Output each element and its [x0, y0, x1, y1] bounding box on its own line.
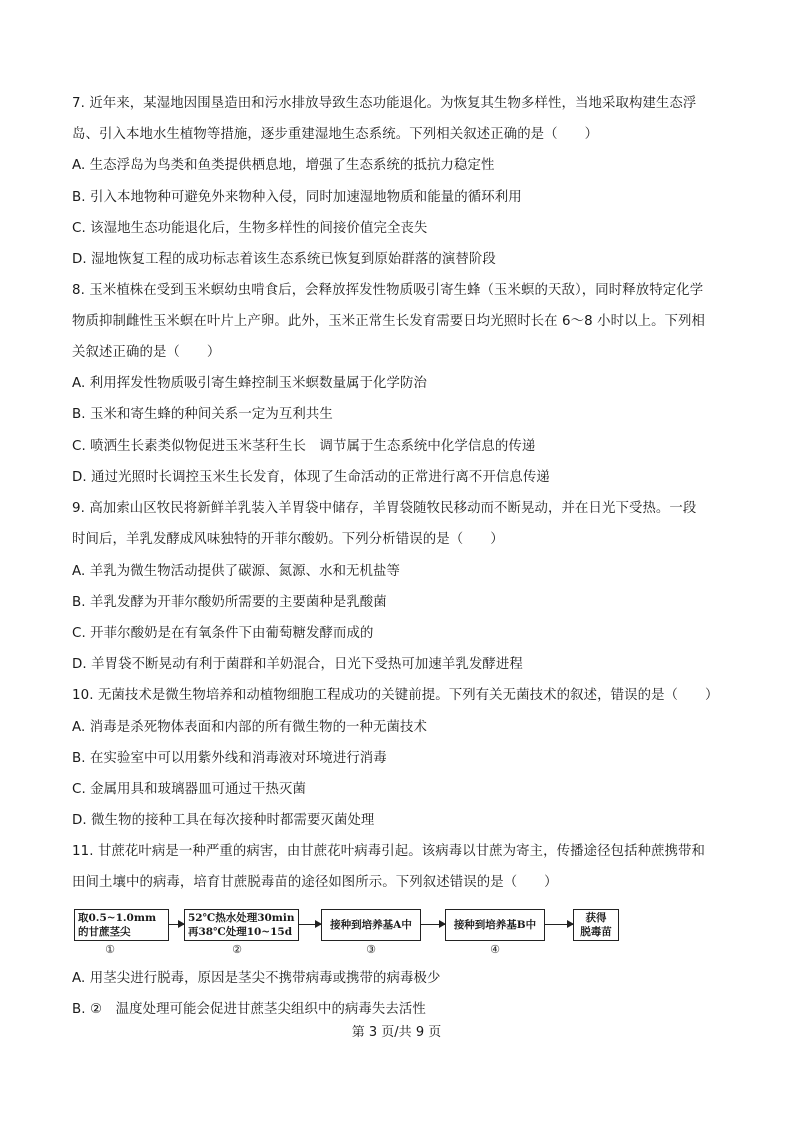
flow-step3-label: 接种到培养基A中 — [330, 919, 412, 931]
q10-option-a: A. 消毒是杀死物体表面和内部的所有微生物的一种无菌技术 — [72, 720, 428, 735]
flow-step5-line2: 脱毒苗 — [580, 926, 612, 938]
flow-step2-line1: 52℃热水处理30min — [188, 912, 295, 924]
flow-step4-box — [445, 909, 545, 941]
q7-stem-line2: 岛、引入本地水生植物等措施，逐步重建湿地生态系统。下列相关叙述正确的是（ ） — [72, 127, 599, 142]
q10-option-d: D. 微生物的接种工具在每次接种时都需要灭菌处理 — [72, 813, 375, 828]
q10-option-c: C. 金属用具和玻璃器皿可通过干热灭菌 — [72, 782, 307, 797]
flow-step5-line1: 获得 — [585, 912, 607, 924]
flow-arrow-2 — [299, 924, 321, 925]
flow-arrow-3 — [421, 924, 445, 925]
page-footer: 第 3 页/共 9 页 — [351, 1025, 442, 1040]
flow-arrow-4 — [545, 924, 573, 925]
flow-step3-box — [321, 909, 421, 941]
q9-option-a: A. 羊乳为微生物活动提供了碳源、氮源、水和无机盐等 — [72, 564, 401, 579]
flow-arrow-1 — [169, 924, 184, 925]
q7-stem-line1: 7. 近年来，某湿地因围垦造田和污水排放导致生态功能退化。为恢复其生物多样性，当地采取构建生态浮 — [72, 96, 697, 111]
flow-number-1: ① — [105, 943, 115, 956]
q9-stem-line1: 9. 高加索山区牧民将新鲜羊乳装入羊胃袋中储存，羊胃袋随牧民移动而不断晃动，并在日光下受热。一段 — [72, 501, 697, 516]
q11-option-a: A. 用茎尖进行脱毒，原因是茎尖不携带病毒或携带的病毒极少 — [72, 971, 441, 986]
q9-stem-line2: 时间后，羊乳发酵成风味独特的开菲尔酸奶。下列分析错误的是（ ） — [72, 532, 504, 547]
flow-number-4: ④ — [490, 943, 500, 956]
q8-stem-line1: 8. 玉米植株在受到玉米螟幼虫啃食后，会释放挥发性物质吸引寄生蜂（玉米螟的天敌），同时释放特定化学 — [72, 283, 704, 298]
q8-stem-line2: 物质抑制雌性玉米螟在叶片上产卵。此外，玉米正常生长发育需要日均光照时长在 6～8 小时以上。下列相 — [72, 314, 706, 329]
detox-flow-diagram — [72, 905, 732, 965]
q8-option-a: A. 利用挥发性物质吸引寄生蜂控制玉米螟数量属于化学防治 — [72, 376, 428, 391]
flow-step4-label: 接种到培养基B中 — [453, 919, 537, 931]
flow-step1-line1: 取0.5~1.0mm — [78, 912, 157, 924]
q7-option-d: D. 湿地恢复工程的成功标志着该生态系统已恢复到原始群落的演替阶段 — [72, 252, 496, 267]
flow-number-3: ③ — [366, 943, 376, 956]
q10-stem-line1: 10. 无菌技术是微生物培养和动植物细胞工程成功的关键前提。下列有关无菌技术的叙述，错误的是（ ） — [72, 688, 719, 703]
flow-number-2: ② — [232, 943, 242, 956]
q11-stem-line1: 11. 甘蔗花叶病是一种严重的病害，由甘蔗花叶病毒引起。该病毒以甘蔗为寄主，传播途径包括种蔗携带和 — [72, 844, 706, 859]
flow-step1-line2: 的甘蔗茎尖 — [78, 926, 131, 938]
q9-option-c: C. 开菲尔酸奶是在有氧条件下由葡萄糖发酵而成的 — [72, 626, 374, 641]
q9-option-b: B. 羊乳发酵为开菲尔酸奶所需要的主要菌种是乳酸菌 — [72, 595, 387, 610]
q9-option-d: D. 羊胃袋不断晃动有利于菌群和羊奶混合，日光下受热可加速羊乳发酵进程 — [72, 657, 523, 672]
flow-step1-box — [74, 909, 169, 941]
q8-option-b: B. 玉米和寄生蜂的种间关系一定为互利共生 — [72, 407, 333, 422]
flow-step2-box — [184, 909, 299, 941]
q7-option-c: C. 该湿地生态功能退化后，生物多样性的间接价值完全丧失 — [72, 221, 428, 236]
q11-option-b: B. ② 温度处理可能会促进甘蔗茎尖组织中的病毒失去活性 — [72, 1002, 426, 1017]
q8-option-d: D. 通过光照时长调控玉米生长发育，体现了生命活动的正常进行离不开信息传递 — [72, 470, 550, 485]
q10-option-b: B. 在实验室中可以用紫外线和消毒液对环境进行消毒 — [72, 751, 387, 766]
q11-stem-line2: 田间土壤中的病毒，培育甘蔗脱毒苗的途径如图所示。下列叙述错误的是（ ） — [72, 875, 558, 890]
flow-step5-box — [573, 909, 619, 941]
q7-option-a: A. 生态浮岛为鸟类和鱼类提供栖息地，增强了生态系统的抵抗力稳定性 — [72, 158, 495, 173]
q8-stem-line3: 关叙述正确的是（ ） — [72, 345, 221, 360]
flow-step2-line2: 再38℃处理10~15d — [188, 926, 293, 938]
q8-option-c: C. 喷洒生长素类似物促进玉米茎秆生长 调节属于生态系统中化学信息的传递 — [72, 439, 536, 454]
q7-option-b: B. 引入本地物种可避免外来物种入侵，同时加速湿地物质和能量的循环利用 — [72, 190, 522, 205]
